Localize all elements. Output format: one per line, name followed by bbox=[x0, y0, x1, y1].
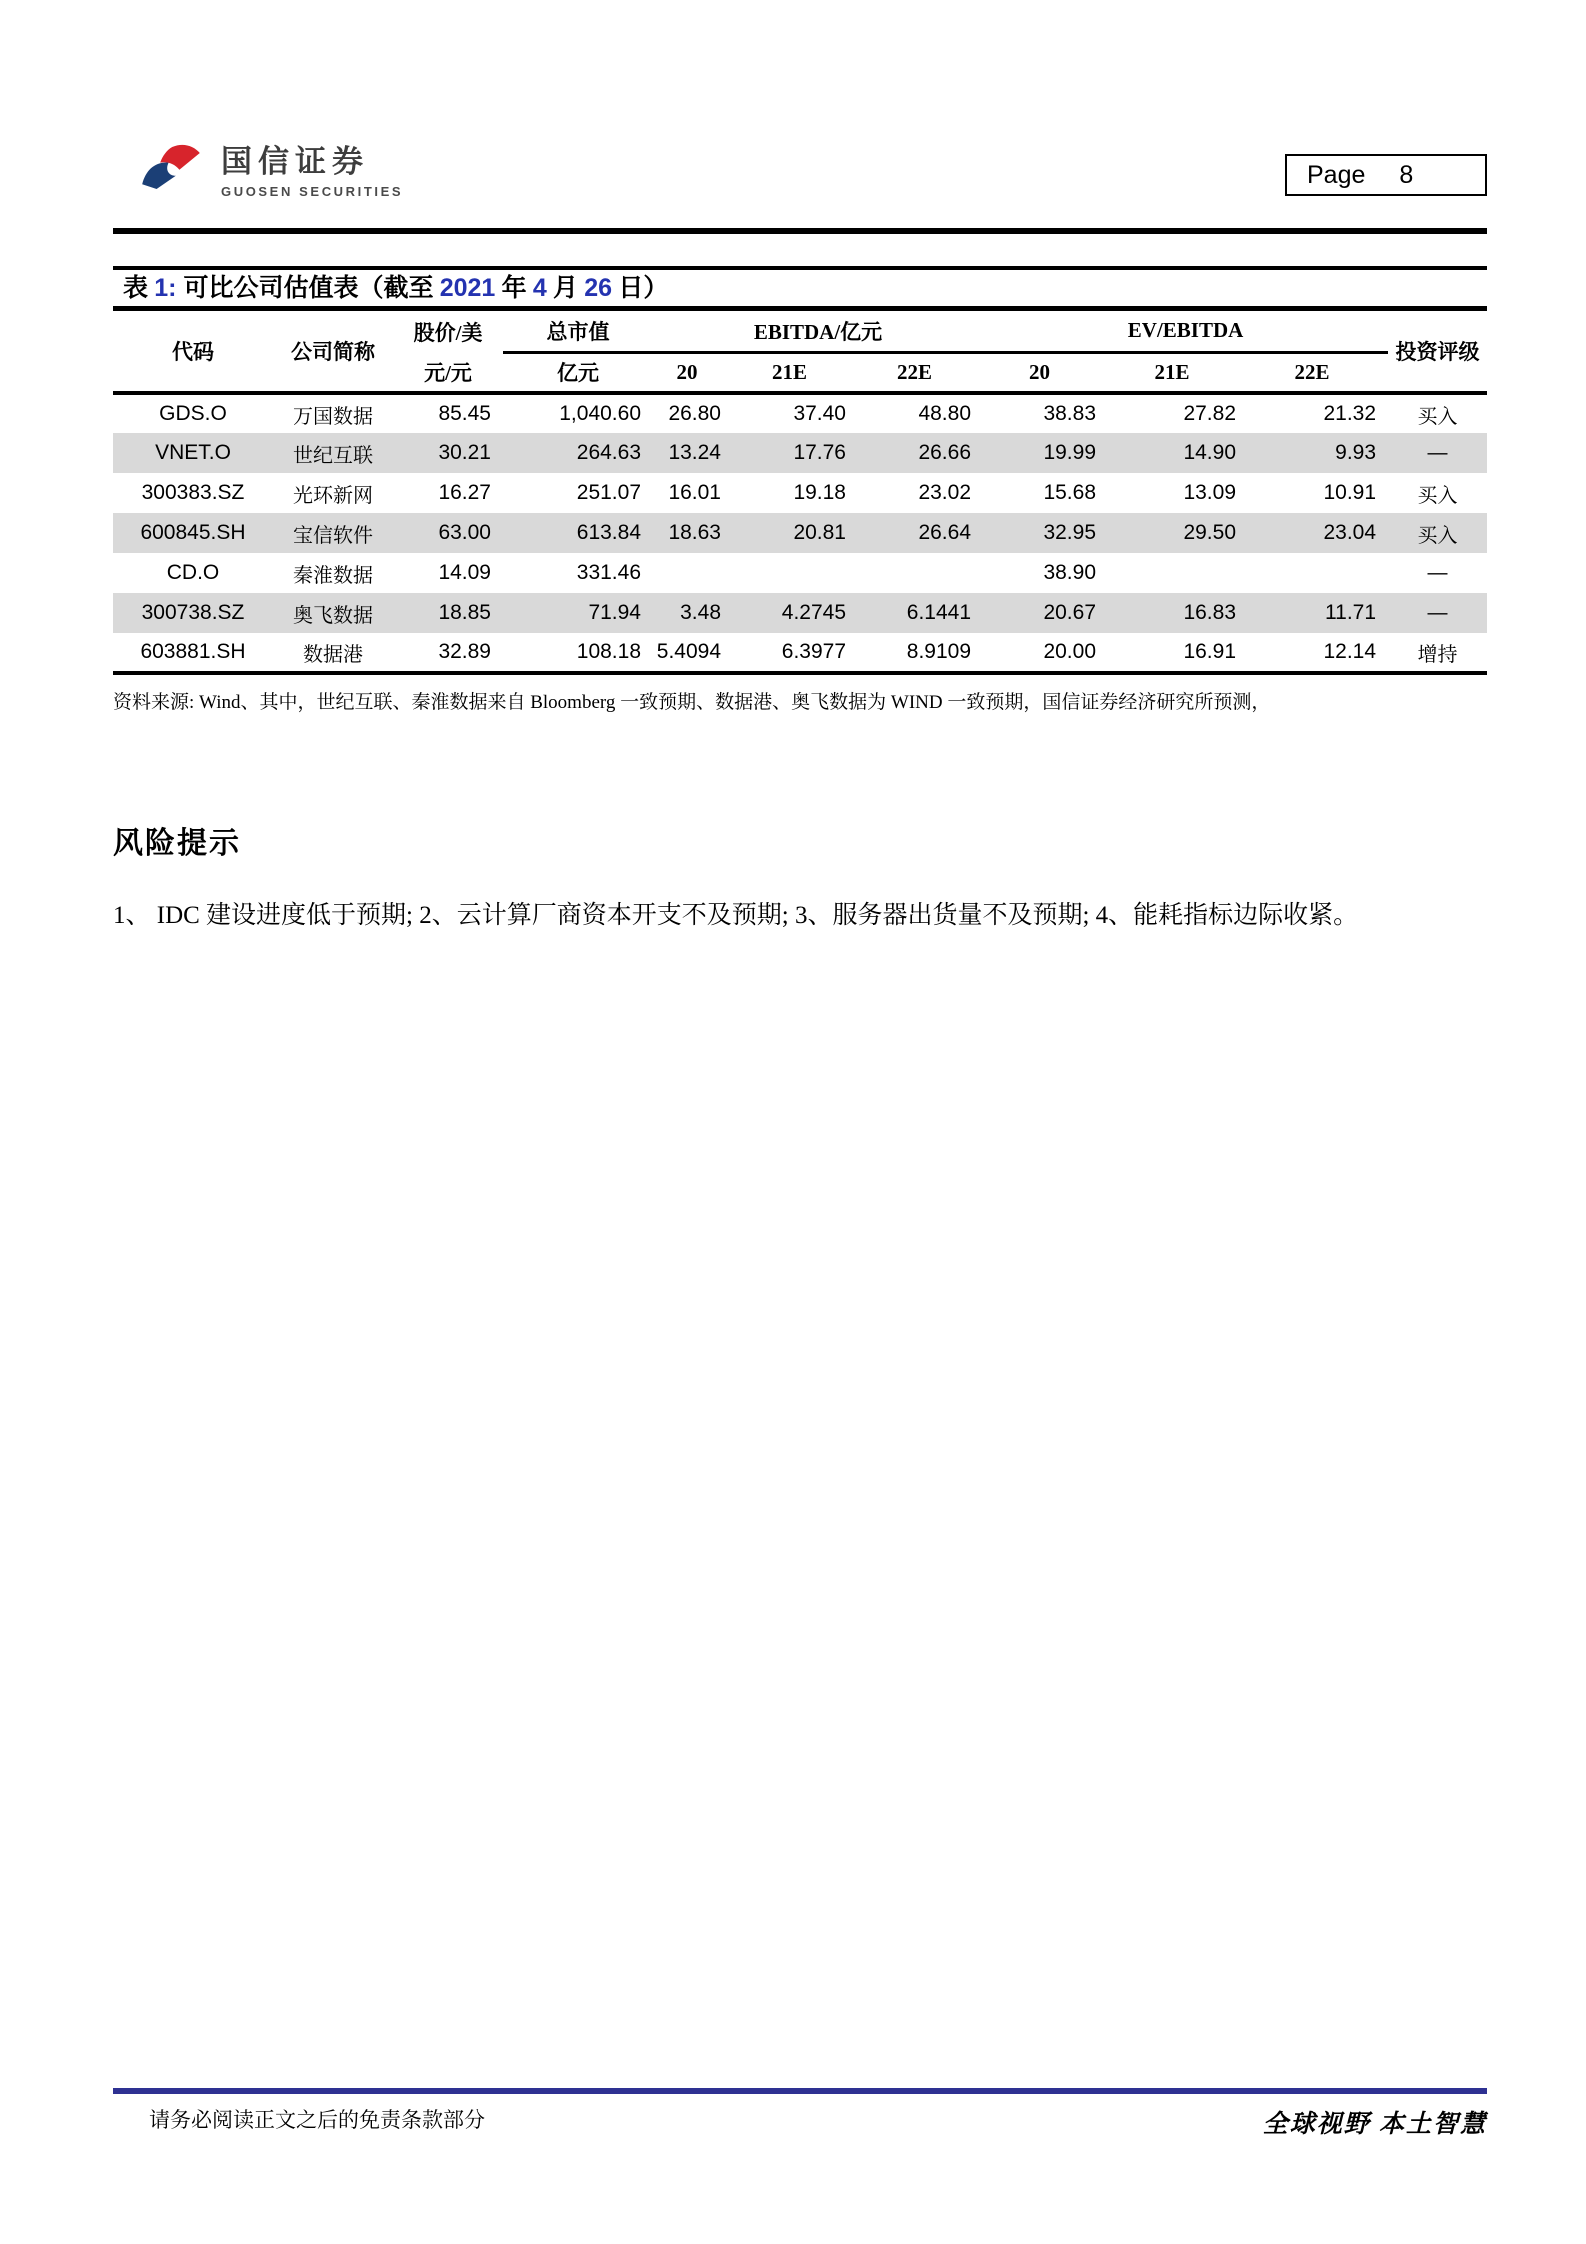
cell: 29.50 bbox=[1183, 521, 1237, 544]
col-header-ebitda-20: 20 bbox=[676, 359, 698, 384]
cell: 10.91 bbox=[1323, 481, 1377, 504]
cell: 奥飞数据 bbox=[293, 604, 373, 627]
cell: 71.94 bbox=[588, 601, 641, 624]
col-header-ev-22e: 22E bbox=[1294, 359, 1330, 384]
col-header-ev-20: 20 bbox=[1029, 359, 1051, 384]
cell: 300738.SZ bbox=[141, 601, 245, 624]
cell: 19.99 bbox=[1043, 441, 1097, 464]
cell: 14.90 bbox=[1183, 441, 1237, 464]
cell: 4.2745 bbox=[781, 601, 846, 624]
cell: 14.09 bbox=[438, 561, 491, 584]
cell: CD.O bbox=[166, 561, 220, 584]
cell: 600845.SH bbox=[140, 521, 246, 544]
cell: 23.02 bbox=[918, 481, 972, 504]
cell: 宝信软件 bbox=[293, 524, 373, 547]
cell: 万国数据 bbox=[293, 405, 373, 428]
logo-en-name: GUOSEN SECURITIES bbox=[221, 184, 404, 199]
table-title-segment: 月 bbox=[546, 275, 585, 302]
cell: 20.67 bbox=[1043, 601, 1097, 624]
risk-body: 1、 IDC 建设进度低于预期; 2、云计算厂商资本开支不及预期; 3、服务器出货量不及预期; 4、能耗指标边际收紧。 bbox=[113, 902, 1359, 929]
table-row bbox=[113, 513, 1487, 553]
table-row bbox=[113, 593, 1487, 633]
cell: VNET.O bbox=[155, 441, 231, 464]
cell: 13.24 bbox=[668, 441, 721, 464]
table-row bbox=[113, 553, 1487, 593]
cell: 26.64 bbox=[918, 521, 972, 544]
cell: 1,040.60 bbox=[559, 402, 641, 425]
cell bbox=[858, 553, 983, 593]
cell: 光环新网 bbox=[293, 484, 373, 507]
cell: 3.48 bbox=[680, 601, 721, 624]
cell: 613.84 bbox=[576, 521, 641, 544]
table-header-row-1 bbox=[113, 311, 1487, 352]
cell: 18.63 bbox=[668, 521, 721, 544]
cell: 增持 bbox=[1417, 643, 1458, 666]
table-title-segment: 2021 bbox=[439, 274, 496, 302]
col-header-mktcap-line1: 总市值 bbox=[503, 311, 653, 352]
cell: 11.71 bbox=[1325, 601, 1377, 624]
cell: 20.81 bbox=[793, 521, 846, 544]
cell: 32.89 bbox=[438, 640, 491, 663]
page-label: Page bbox=[1307, 161, 1366, 189]
col-header-name: 公司简称 bbox=[291, 340, 375, 364]
logo-cn-name: 国信证券 bbox=[221, 144, 369, 179]
col-header-mktcap-line2: 亿元 bbox=[557, 361, 599, 386]
cell: 世纪互联 bbox=[293, 444, 373, 467]
col-group-ebitda: EBITDA/亿元 bbox=[653, 311, 983, 352]
page-header bbox=[113, 134, 1487, 214]
cell: 23.04 bbox=[1323, 521, 1377, 544]
footer-divider bbox=[113, 2088, 1487, 2094]
col-header-ebitda-21e: 21E bbox=[771, 359, 807, 384]
cell: 26.80 bbox=[668, 402, 721, 425]
logo-text bbox=[221, 136, 403, 199]
table-title-segment: 可比公司估值表（截至 bbox=[183, 275, 440, 302]
cell bbox=[1108, 553, 1248, 593]
cell bbox=[1248, 553, 1388, 593]
table-body bbox=[113, 393, 1487, 673]
cell: 16.91 bbox=[1183, 640, 1237, 663]
cell: 9.93 bbox=[1335, 441, 1377, 464]
col-header-ev-21e: 21E bbox=[1154, 359, 1190, 384]
cell: 85.45 bbox=[438, 402, 491, 425]
cell: 秦淮数据 bbox=[293, 564, 373, 587]
cell: 30.21 bbox=[438, 441, 491, 464]
guosen-logo-icon bbox=[135, 138, 207, 198]
table-title-segment: 4 bbox=[532, 274, 547, 302]
table-source-note: 资料来源: Wind、其中，世纪互联、秦淮数据来自 Bloomberg 一致预期、数据港、奥飞数据为 WIND 一致预期，国信证券经济研究所预测， bbox=[113, 692, 1271, 713]
cell: 108.18 bbox=[576, 640, 641, 663]
cell: 买入 bbox=[1417, 484, 1458, 507]
table-row bbox=[113, 433, 1487, 473]
table-row bbox=[113, 633, 1487, 673]
cell: 300383.SZ bbox=[141, 481, 245, 504]
cell: — bbox=[1427, 441, 1448, 464]
footer-slogan: 全球视野 本土智慧 bbox=[1262, 2111, 1487, 2138]
cell: 331.46 bbox=[576, 561, 641, 584]
table-row bbox=[113, 393, 1487, 433]
cell bbox=[653, 553, 733, 593]
cell: 16.83 bbox=[1183, 601, 1237, 624]
cell: 18.85 bbox=[438, 601, 491, 624]
cell: 6.1441 bbox=[906, 601, 972, 624]
cell: — bbox=[1427, 561, 1448, 584]
valuation-table-section bbox=[113, 266, 1487, 714]
cell: 48.80 bbox=[918, 402, 972, 425]
cell: 251.07 bbox=[576, 481, 641, 504]
valuation-table bbox=[113, 311, 1487, 675]
cell: — bbox=[1427, 601, 1448, 624]
cell: 20.00 bbox=[1043, 640, 1097, 663]
cell: 8.9109 bbox=[906, 640, 972, 663]
guosen-logo bbox=[135, 136, 403, 199]
cell: 买入 bbox=[1417, 524, 1458, 547]
cell: 13.09 bbox=[1183, 481, 1237, 504]
col-group-ev-ebitda: EV/EBITDA bbox=[983, 311, 1388, 352]
page-number: 8 bbox=[1399, 161, 1414, 189]
cell: 16.27 bbox=[438, 481, 491, 504]
page-number-box bbox=[1285, 154, 1487, 196]
cell: 32.95 bbox=[1043, 521, 1097, 544]
footer-disclaimer: 请务必阅读正文之后的免责条款部分 bbox=[149, 2108, 485, 2132]
col-header-price-line2: 元/元 bbox=[424, 360, 472, 385]
cell bbox=[733, 553, 858, 593]
table-row bbox=[113, 473, 1487, 513]
cell: 17.76 bbox=[793, 441, 846, 464]
col-header-price-line1: 股价/美 bbox=[413, 320, 483, 345]
cell: 19.18 bbox=[793, 481, 846, 504]
cell: 12.14 bbox=[1323, 640, 1377, 663]
cell: 5.4094 bbox=[656, 640, 721, 663]
table-title-segment: 表 bbox=[123, 275, 155, 302]
cell: 26.66 bbox=[918, 441, 972, 464]
cell: 264.63 bbox=[576, 441, 641, 464]
cell: 数据港 bbox=[303, 643, 363, 666]
risk-heading: 风险提示 bbox=[113, 827, 241, 860]
cell: 37.40 bbox=[793, 402, 846, 425]
cell: 16.01 bbox=[668, 481, 721, 504]
page-footer bbox=[113, 2104, 1487, 2140]
cell: 21.32 bbox=[1323, 402, 1377, 425]
cell: 15.68 bbox=[1043, 481, 1097, 504]
cell: 603881.SH bbox=[140, 640, 246, 663]
col-header-code: 代码 bbox=[172, 340, 214, 364]
risk-section bbox=[113, 818, 1487, 933]
cell: 38.90 bbox=[1043, 561, 1097, 584]
table-title bbox=[113, 266, 1487, 311]
cell: 6.3977 bbox=[781, 640, 846, 663]
table-title-segment: 日） bbox=[612, 275, 669, 302]
table-title-segment: 26 bbox=[584, 274, 613, 302]
table-title-segment: 年 bbox=[495, 275, 533, 302]
col-header-rating: 投资评级 bbox=[1395, 340, 1480, 364]
table-header bbox=[113, 311, 1487, 393]
cell: GDS.O bbox=[159, 402, 227, 425]
cell: 38.83 bbox=[1043, 402, 1097, 425]
cell: 买入 bbox=[1417, 405, 1458, 428]
table-title-segment: 1: bbox=[154, 274, 184, 302]
cell: 63.00 bbox=[438, 521, 491, 544]
cell: 27.82 bbox=[1183, 402, 1237, 425]
header-divider bbox=[113, 228, 1487, 234]
col-header-ebitda-22e: 22E bbox=[897, 359, 933, 384]
